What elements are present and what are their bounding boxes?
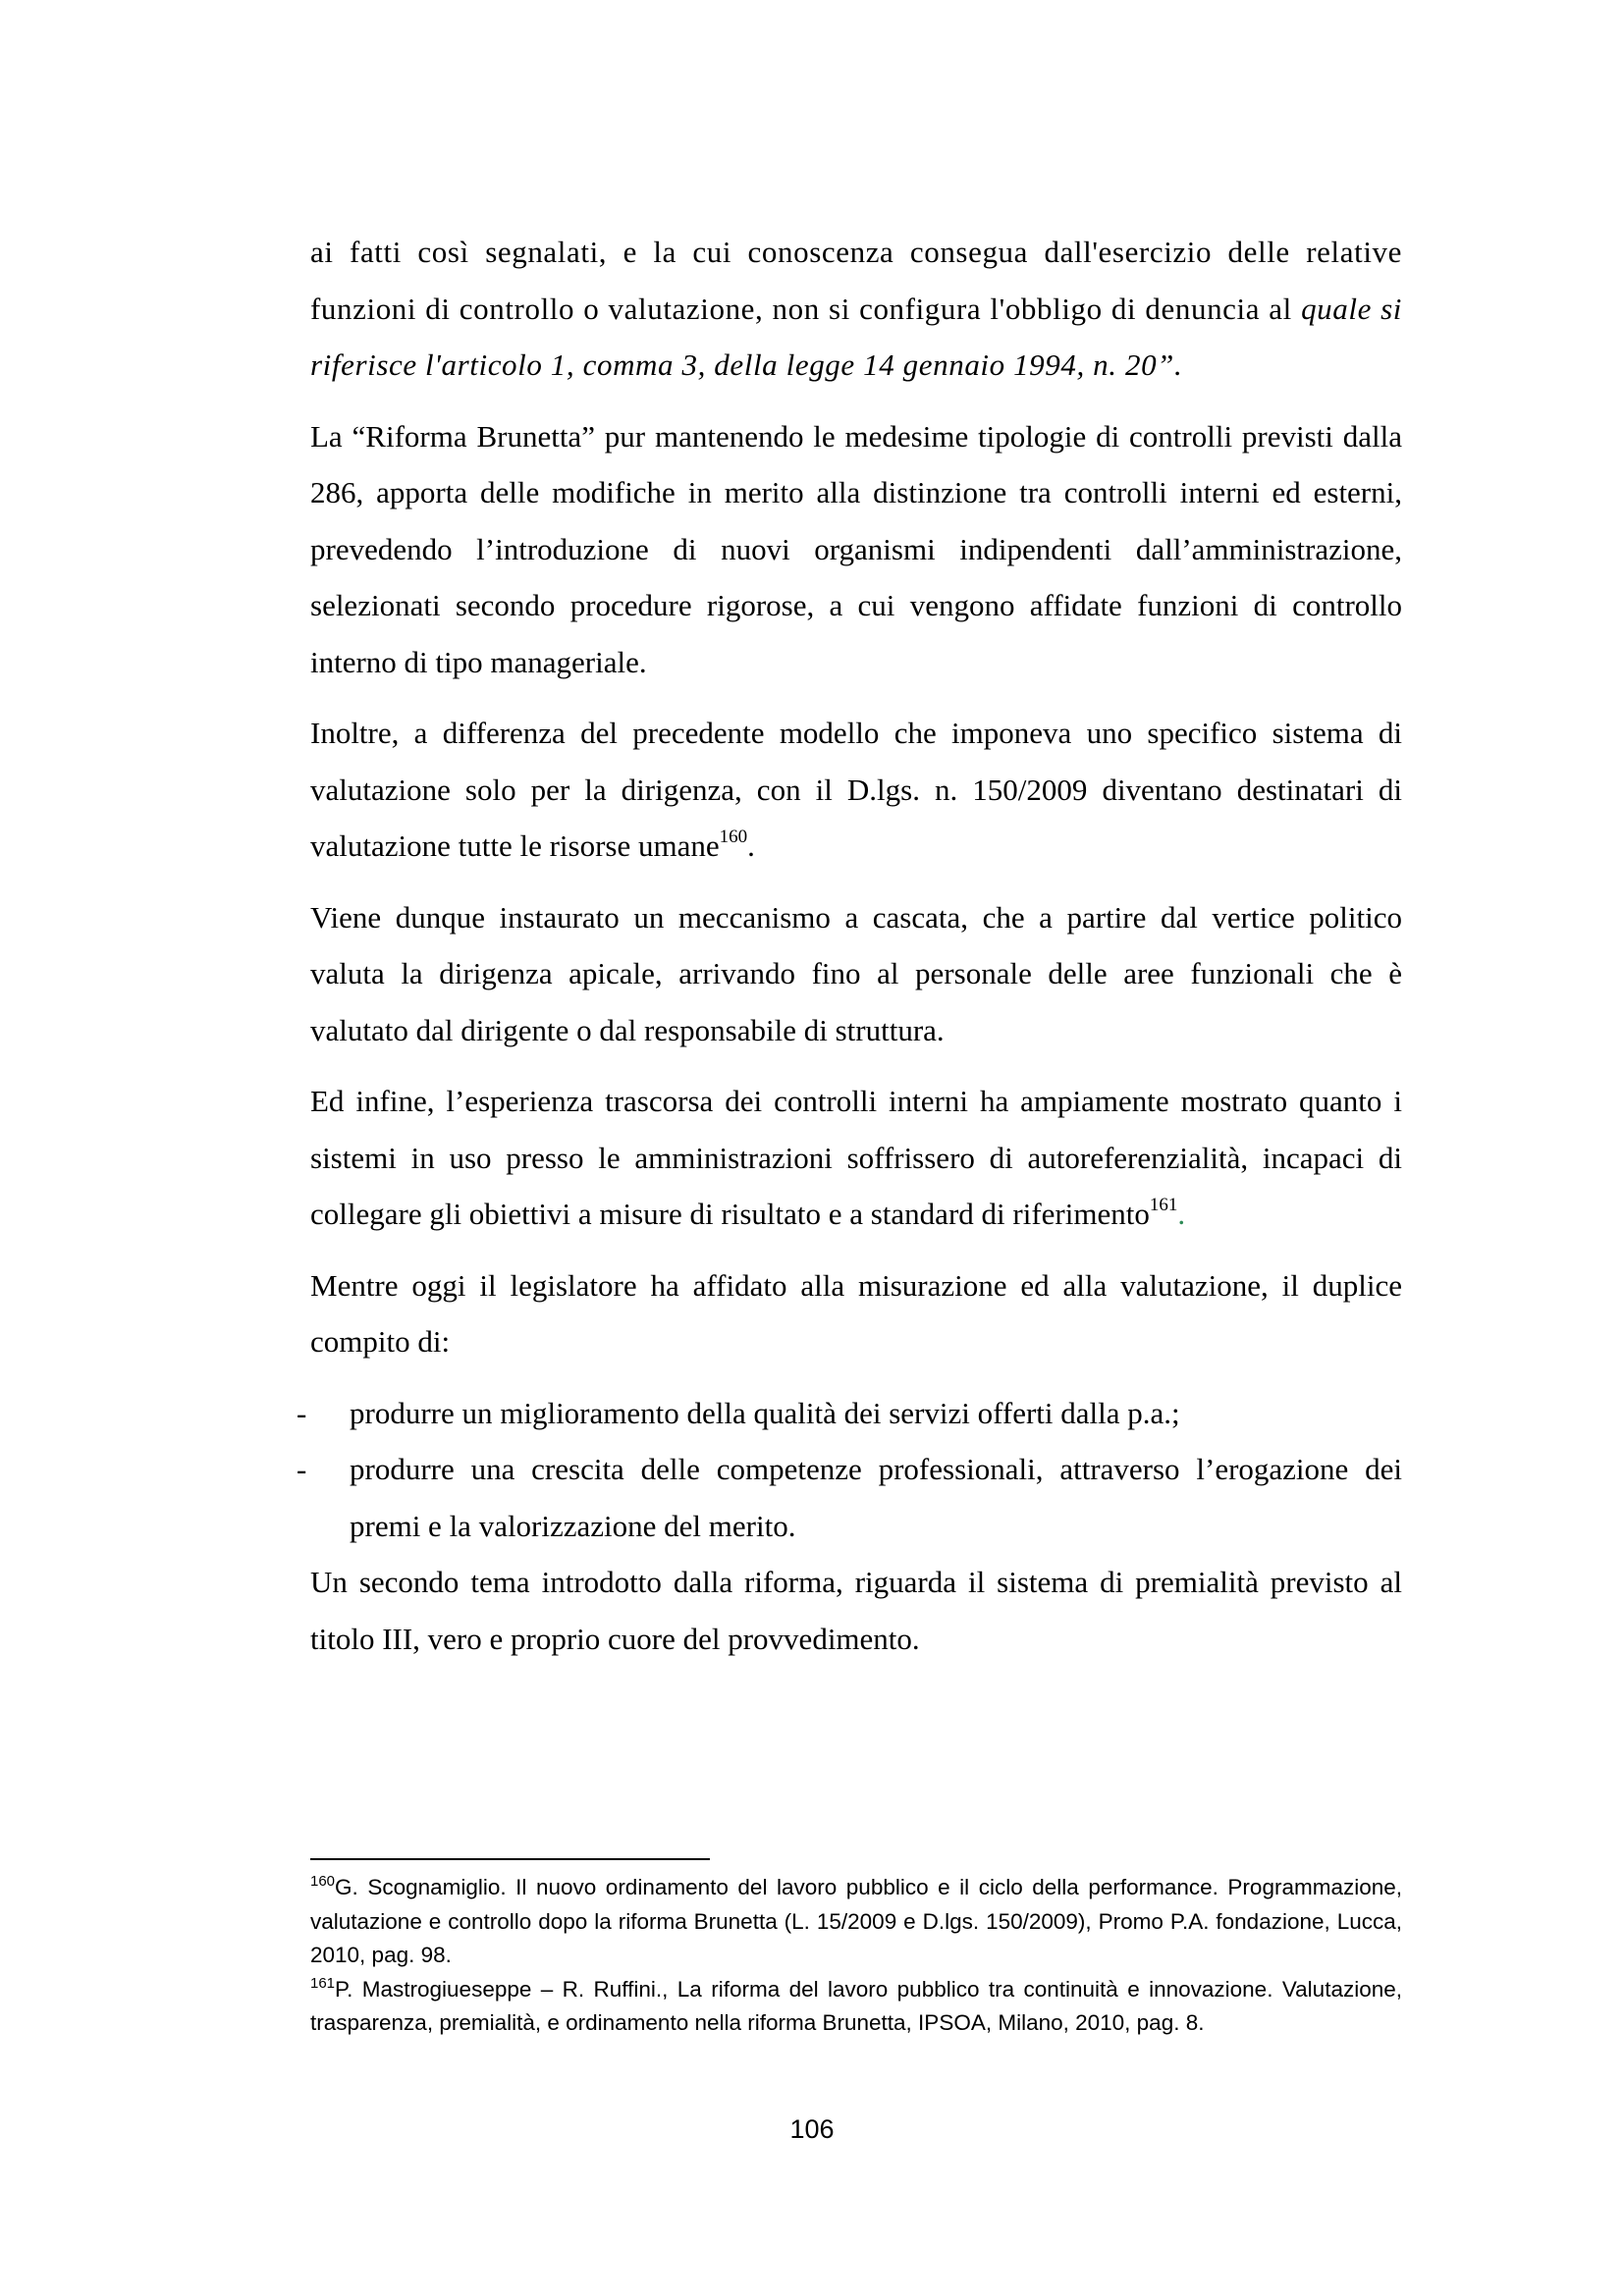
footnote-160 [310, 1871, 1402, 1973]
list-item-text: produrre una crescita delle competenze professionali, attraverso l’erogazione dei premi e la valorizzazione del merito. [350, 1452, 1402, 1543]
footnote-ref-161[interactable]: 161 [1149, 1195, 1178, 1215]
paragraph-infine-end: . [1177, 1197, 1186, 1231]
paragraph-inoltre-end: . [747, 828, 755, 863]
list-item [297, 1385, 1402, 1442]
list-item [297, 1441, 1402, 1554]
body-text [297, 224, 1402, 1682]
opening-text: ai fatti così segnalati, e la cui conoscenza consegua dall'esercizio delle relative funzioni di controllo o valutazione, non si configura l'obbligo di denuncia al [310, 235, 1402, 326]
paragraph-inoltre-text: Inoltre, a differenza del precedente modello che imponeva uno specifico sistema di valutazione solo per la dirigenza, con il D.lgs. n. 150/2009 diventano destinatari di valutazione tutte le risorse umane [310, 716, 1402, 863]
footnote-161 [310, 1973, 1402, 2041]
paragraph-opening [310, 224, 1402, 394]
footnote-separator [310, 1858, 710, 1860]
footnote-ref-160[interactable]: 160 [719, 827, 748, 847]
list-bullet: - [297, 1395, 307, 1430]
footnote-text: G. Scognamiglio. Il nuovo ordinamento del lavoro pubblico e il ciclo della performance. Programmazione, valutazione e controllo dopo la riforma Brunetta (L. 15/2009 e D.lgs. 150/2009), Promo P.A. fondazione, Lucca, 2010, pag. 98. [310, 1875, 1402, 1967]
footnote-number: 161 [310, 1974, 336, 1992]
opening-italic-text: quale si riferisce l'articolo 1, comma 3, della legge 14 gennaio 1994, n. 20”. [310, 291, 1402, 382]
page-number: 106 [789, 2114, 835, 2144]
paragraph-infine [310, 1073, 1402, 1243]
footnote-text: P. Mastrogiueseppe – R. Ruffini., La riforma del lavoro pubblico tra continuità e innovazione. Valutazione, trasparenza, premialità, e ordinamento nella riforma Brunetta, IPSOA, Milano, 2010, pag. 8. [310, 1976, 1402, 2035]
duties-list [297, 1385, 1402, 1555]
paragraph-riforma-brunetta: La “Riforma Brunetta” pur mantenendo le medesime tipologie di controlli previsti dalla 286, apporta delle modifiche in merito alla distinzione tra controlli interni ed esterni, prevedendo l’introduzione di nuovi organismi indipendenti dall’amministrazione, selezionati secondo procedure rigorose, a cui vengono affidate funzioni di controllo interno di tipo manageriale. [310, 418, 1402, 679]
paragraph-infine-text: Ed infine, l’esperienza trascorsa dei controlli interni ha ampiamente mostrato quanto i sistemi in uso presso le amministrazioni soffrissero di autoreferenzialità, incapaci di collegare gli obiettivi a misure di risultato e a standard di riferimento [310, 1084, 1402, 1231]
paragraph-mentre: Mentre oggi il legislatore ha affidato alla misurazione ed alla valutazione, il duplice compito di: [310, 1267, 1402, 1359]
paragraph-cascata: Viene dunque instaurato un meccanismo a cascata, che a partire dal vertice politico valuta la dirigenza apicale, arrivando fino al personale delle aree funzionali che è valutato dal dirigente o dal responsabile di struttura. [310, 899, 1402, 1047]
footnote-number: 160 [310, 1873, 336, 1890]
paragraph-secondo-tema: Un secondo tema introdotto dalla riforma, riguarda il sistema di premialità previsto al titolo III, vero e proprio cuore del provvedimento. [310, 1565, 1402, 1656]
list-item-text: produrre un miglioramento della qualità dei servizi offerti dalla p.a.; [350, 1395, 1180, 1430]
footnotes [310, 1871, 1402, 2041]
paragraph-inoltre [310, 705, 1402, 875]
list-bullet: - [297, 1452, 307, 1486]
